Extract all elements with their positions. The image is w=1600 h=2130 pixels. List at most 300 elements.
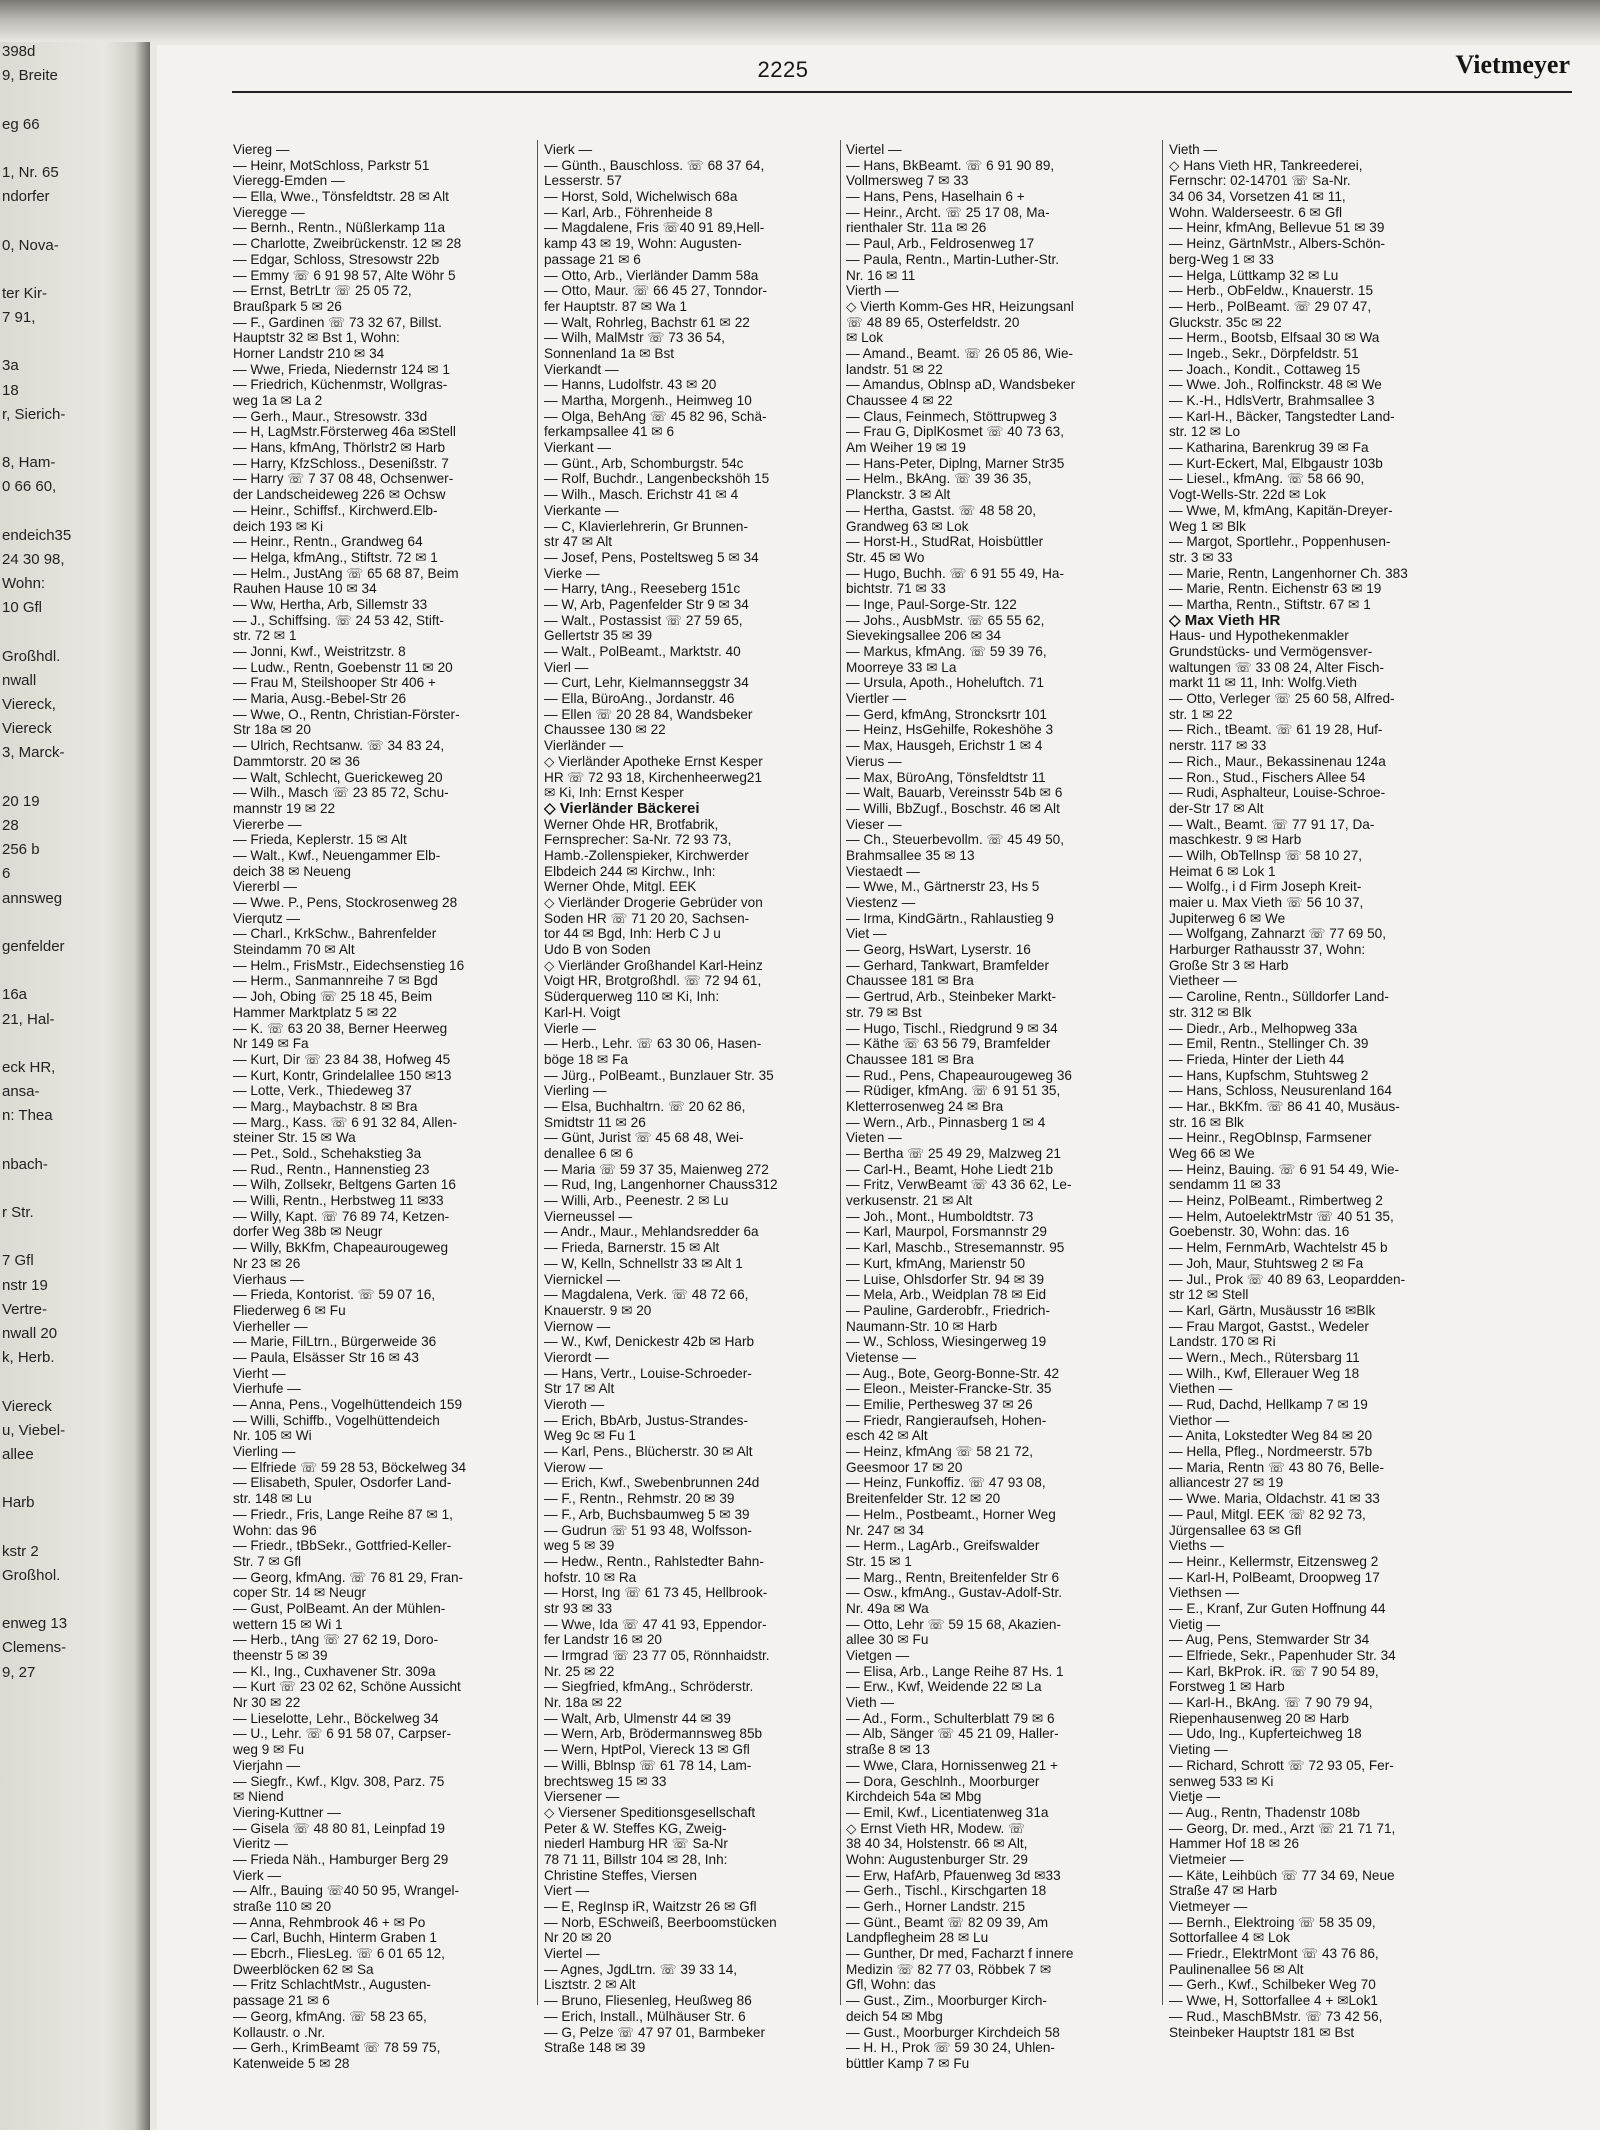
directory-line: — Otto, Lehr ☏ 59 15 68, Akazien-	[846, 1616, 1061, 1632]
directory-line: — Joh, Obing ☏ 25 18 45, Beim	[233, 989, 433, 1005]
left-page-text: nstr 19	[2, 1276, 48, 1294]
directory-line: ◇ Vierländer Apotheke Ernst Kesper	[544, 753, 763, 769]
directory-line: — Helm., JustAng ☏ 65 68 87, Beim	[233, 565, 459, 581]
directory-line: — Karl-H., BkAng. ☏ 7 90 79 94,	[1169, 1695, 1373, 1711]
directory-line: — Gunther, Dr med, Facharzt f innere	[846, 1946, 1074, 1962]
directory-line: str. 16 ✉ Blk	[1169, 1114, 1244, 1130]
directory-line: Str. 45 ✉ Wo	[846, 549, 925, 565]
directory-line: — Bernh., Rentn., Nüßlerkamp 11a	[233, 220, 446, 236]
directory-line: — Karl-H, PolBeamt, Droopweg 17	[1169, 1569, 1380, 1585]
directory-line: Vierneussel —	[544, 1208, 633, 1224]
directory-line: — Gerh., Kwf., Schilbeker Weg 70	[1169, 1977, 1376, 1993]
directory-line: — Elfriede, Sekr., Papenhuder Str. 34	[1169, 1648, 1396, 1663]
directory-line: — Georg, kfmAng. ☏ 76 81 29, Fran-	[233, 1569, 464, 1585]
directory-line: Weg 9c ✉ Fu 1	[544, 1428, 636, 1444]
left-page-text: 3, Marck-	[2, 744, 65, 762]
directory-line: — Olga, BehAng ☏ 45 82 96, Schä-	[544, 408, 767, 424]
directory-line: — Wwe, M, kfmAng, Kapitän-Dreyer-	[1169, 502, 1393, 518]
directory-line: — Hedw., Rentn., Rahlstedter Bahn-	[544, 1553, 764, 1569]
directory-line: — Paul, Mitgl. EEK ☏ 82 92 73,	[1169, 1506, 1366, 1522]
directory-line: Haus- und Hypothekenmakler	[1169, 628, 1349, 644]
directory-line: weg 5 ✉ 39	[544, 1538, 615, 1554]
directory-line: Sievekingsallee 206 ✉ 34	[846, 628, 1001, 644]
directory-line: — Günt, Jurist ☏ 45 68 48, Wei-	[544, 1130, 744, 1146]
directory-line: — Günt., Beamt ☏ 82 09 39, Am	[846, 1914, 1049, 1930]
directory-line: — Erw., Kwf, Weidende 22 ✉ La	[846, 1679, 1042, 1695]
directory-line: — W., Schloss, Wiesingerweg 19	[846, 1334, 1047, 1350]
directory-line: — Hugo, Tischl., Riedgrund 9 ✉ 34	[846, 1020, 1058, 1036]
directory-line: — Irma, KindGärtn., Rahlaustieg 9	[846, 910, 1054, 926]
directory-line: — Walt., Kwf., Neuengammer Elb-	[233, 847, 441, 863]
directory-line: ◇ Viersener Speditionsgesellschaft	[544, 1804, 756, 1820]
directory-line: Lisztstr. 2 ✉ Alt	[544, 1977, 636, 1993]
column-4	[1169, 142, 1499, 2040]
directory-line: — Elsa, Buchhaltrn. ☏ 20 62 86,	[544, 1098, 746, 1114]
directory-line: — Kurt, Dir ☏ 23 84 38, Hofweg 45	[233, 1051, 451, 1067]
directory-line: — Heinz, Bauing. ☏ 6 91 54 49, Wie-	[1169, 1161, 1400, 1177]
directory-line: wettern 15 ✉ Wi 1	[233, 1616, 343, 1632]
directory-line: Vieritz —	[233, 1836, 288, 1852]
directory-line: — Friedr., tBbSekr., Gottfried-Keller-	[233, 1538, 452, 1554]
directory-line: Chaussee 130 ✉ 22	[544, 722, 666, 738]
directory-line: markt 11 ✉ 11, Inh: Wolfg.Vieth	[1169, 675, 1357, 691]
left-page-text: Großhol.	[2, 1566, 61, 1584]
column-1	[233, 142, 563, 2072]
left-page-text: 10 Gfl	[2, 599, 43, 617]
directory-line: tor 44 ✉ Bgd, Inh: Herb C J u	[544, 926, 721, 942]
directory-line: — Irmgrad ☏ 23 77 05, Rönnhaidstr.	[544, 1648, 770, 1663]
directory-line: Straße 47 ✉ Harb	[1169, 1883, 1278, 1899]
directory-line: Vietmeier —	[1169, 1851, 1244, 1867]
directory-line: niederl Hamburg HR ☏ Sa-Nr	[544, 1836, 728, 1852]
directory-line: Steindamm 70 ✉ Alt	[233, 942, 355, 958]
directory-line: — Harry, KfzSchloss., Desenißstr. 7	[233, 455, 449, 471]
directory-line: Hammer Hof 18 ✉ 26	[1169, 1836, 1300, 1852]
left-page-text	[0, 330, 150, 354]
directory-line: — Carl, Buchh, Hinterm Graben 1	[233, 1930, 437, 1946]
directory-line: dorfer Weg 38b ✉ Neugr	[233, 1224, 383, 1240]
directory-line: ◇ Vierländer Bäckerei	[544, 800, 700, 817]
directory-line: — Heinz, kfmAng ☏ 58 21 72,	[846, 1444, 1034, 1460]
directory-line: — Karl, Arb., Föhrenheide 8	[544, 204, 713, 220]
directory-line: — Max, BüroAng, Tönsfeldtstr 11	[846, 769, 1046, 785]
directory-line: fer Landstr 16 ✉ 20	[544, 1632, 662, 1648]
directory-line: ✉ Niend	[233, 1789, 284, 1805]
directory-line: — Gerd, kfmAng, Stroncksrtr 101	[846, 706, 1047, 722]
directory-line: — Heinr., Kellermstr, Eitzensweg 2	[1169, 1553, 1379, 1569]
directory-line: Vierqutz —	[233, 910, 300, 926]
directory-line: str. 312 ✉ Blk	[1169, 1004, 1252, 1020]
directory-line: — Aug., Rentn, Thadenstr 108b	[1169, 1804, 1360, 1820]
directory-line: — Pauline, Garderobfr., Friedrich-	[846, 1302, 1050, 1318]
left-page-text	[0, 1032, 150, 1056]
directory-line: — Karl, Maurpol, Forsmannstr 29	[846, 1224, 1047, 1240]
directory-line: — F., Rentn., Rehmstr. 20 ✉ 39	[544, 1491, 735, 1507]
directory-line: Nr. 16 ✉ 11	[846, 267, 916, 283]
left-page-text: enweg 13	[2, 1615, 68, 1633]
directory-line: — Gerh., Maur., Stresowstr. 33d	[233, 408, 428, 424]
directory-line: verkusenstr. 21 ✉ Alt	[846, 1193, 973, 1209]
directory-line: ferkampsallee 41 ✉ 6	[544, 424, 675, 440]
directory-line: Knauerstr. 9 ✉ 20	[544, 1302, 652, 1318]
directory-line: — Rolf, Buchdr., Langenbeckshöh 15	[544, 471, 770, 487]
left-page-text: nwall	[2, 671, 37, 689]
directory-line: Vietig —	[1169, 1616, 1221, 1632]
directory-line: — Günt., Arb, Schomburgstr. 54c	[544, 455, 744, 471]
directory-line: — Willi, Arb., Peenestr. 2 ✉ Lu	[544, 1193, 729, 1209]
directory-line: — Liesel., kfmAng. ☏ 58 66 90,	[1169, 471, 1365, 487]
directory-line: — Marg., Maybachstr. 8 ✉ Bra	[233, 1098, 418, 1114]
directory-line: — Herb., PolBeamt. ☏ 29 07 47,	[1169, 298, 1372, 314]
directory-line: der-Str 17 ✉ Alt	[1169, 800, 1264, 816]
directory-line: — Siegfried, kfmAng., Schröderstr.	[544, 1679, 754, 1695]
directory-line: — Martha, Rentn., Stiftstr. 67 ✉ 1	[1169, 596, 1371, 612]
directory-line: str. 3 ✉ 33	[1169, 549, 1233, 565]
directory-line: Heimat 6 ✉ Lok 1	[1169, 863, 1276, 879]
directory-line: — Helm., FrisMstr., Eidechsenstieg 16	[233, 957, 465, 973]
directory-line: Viering-Kuttner —	[233, 1804, 341, 1820]
directory-line: landstr. 51 ✉ 22	[846, 361, 943, 377]
directory-line: ☏ 48 89 65, Osterfeldstr. 20	[846, 314, 1020, 330]
directory-line: esch 42 ✉ Alt	[846, 1428, 928, 1444]
directory-line: — Markus, kfmAng. ☏ 59 39 76,	[846, 644, 1047, 659]
directory-line: — Aug, Pens, Stemwarder Str 34	[1169, 1632, 1370, 1648]
directory-line: Dweerblöcken 62 ✉ Sa	[233, 1961, 374, 1977]
directory-line: alliancestr 27 ✉ 19	[1169, 1475, 1284, 1491]
directory-line: Harburger Rathausstr 37, Wohn:	[1169, 942, 1366, 958]
directory-line: — Erw, HafArb, Pfauenweg 3d ✉33	[846, 1867, 1061, 1883]
directory-line: — Alb, Sänger ☏ 45 21 09, Haller-	[846, 1726, 1059, 1742]
directory-line: — Käthe ☏ 63 56 79, Bramfelder	[846, 1036, 1051, 1052]
left-page-text	[0, 1467, 150, 1491]
left-page-text: Wohn:	[2, 575, 46, 593]
column-divider	[537, 140, 538, 2005]
directory-line: — Wilh, MalMstr ☏ 73 36 54,	[544, 330, 725, 346]
directory-line: — Heinr., Rentn., Grandweg 64	[233, 534, 423, 550]
directory-line: kamp 43 ✉ 19, Wohn: Augusten-	[544, 236, 742, 252]
directory-line: — Kl., Ing., Cuxhavener Str. 309a	[233, 1663, 436, 1679]
directory-line: — Magdalene, Fris ☏40 91 89,Hell-	[544, 220, 765, 236]
directory-line: Vierht —	[233, 1365, 286, 1381]
directory-line: — Osw., kfmAng., Gustav-Adolf-Str.	[846, 1585, 1063, 1601]
directory-line: — W, Arb, Pagenfelder Str 9 ✉ 34	[544, 596, 749, 612]
directory-line: senweg 533 ✉ Ki	[1169, 1773, 1274, 1789]
directory-line: Viererbe —	[233, 816, 302, 832]
directory-line: Planckstr. 3 ✉ Alt	[846, 487, 951, 503]
directory-line: Vierling —	[233, 1444, 296, 1460]
directory-line: — Anna, Pens., Vogelhüttendeich 159	[233, 1397, 463, 1412]
directory-line: 78 71 11, Billstr 104 ✉ 28, Inh:	[544, 1851, 728, 1867]
directory-line: — Rich., Maur., Bekassinenau 124a	[1169, 753, 1386, 769]
directory-line: hofstr. 10 ✉ Ra	[544, 1569, 637, 1585]
directory-line: — Frau Margot, Gastst., Wedeler	[1169, 1318, 1369, 1334]
directory-line: str. 1 ✉ 22	[1169, 706, 1233, 722]
directory-line: — Willy, Kapt. ☏ 76 89 74, Ketzen-	[233, 1208, 450, 1224]
directory-line: Süderquerweg 110 ✉ Ki, Inh:	[544, 989, 720, 1005]
left-page-text: 256 b	[2, 841, 40, 859]
directory-line: — Wwe, Ida ☏ 47 41 93, Eppendor-	[544, 1616, 767, 1632]
directory-line: Landstr. 170 ✉ Ri	[1169, 1334, 1276, 1350]
directory-line: — Karl-H., Bäcker, Tangstedter Land-	[1169, 408, 1395, 424]
directory-line: — Willi, Schiffb., Vogelhüttendeich	[233, 1412, 440, 1428]
directory-line: Viernickel —	[544, 1271, 621, 1287]
directory-line: ◇ Ernst Vieth HR, Modew. ☏	[846, 1820, 1026, 1836]
directory-line: Wohn: Augustenburger Str. 29	[846, 1851, 1028, 1867]
left-page-text	[0, 209, 150, 233]
page-number: 2225	[757, 57, 809, 82]
directory-line: — Erich, Install., Mülhäuser Str. 6	[544, 2008, 746, 2024]
directory-line: — Gerh., Horner Landstr. 215	[846, 1899, 1026, 1914]
directory-line: — Hans, Pens, Haselhain 6 +	[846, 189, 1025, 205]
directory-line: nerstr. 117 ✉ 33	[1169, 738, 1267, 754]
left-page-text: 18	[2, 381, 19, 399]
directory-line: Vierow —	[544, 1459, 603, 1475]
directory-line: — Gertrud, Arb., Steinbeker Markt-	[846, 989, 1057, 1005]
directory-line: — Alfr., Bauing ☏40 50 95, Wrangel-	[233, 1883, 460, 1899]
directory-line: — Rud., MaschBMstr. ☏ 73 42 56,	[1169, 2008, 1383, 2024]
directory-line: — H, LagMstr.Försterweg 46a ✉Stell	[233, 424, 456, 440]
directory-line: Sottorfallee 4 ✉ Lok	[1169, 1930, 1290, 1946]
directory-line: — Mela, Arb., Weidplan 78 ✉ Eid	[846, 1287, 1047, 1303]
directory-line: Vietgen —	[846, 1648, 910, 1663]
directory-line: — Emil, Kwf., Licentiatenweg 31a	[846, 1804, 1049, 1820]
directory-line: Smidtstr 11 ✉ 26	[544, 1114, 646, 1130]
directory-line: Nr. 18a ✉ 22	[544, 1695, 622, 1711]
directory-line: — F., Arb, Buchsbaumweg 5 ✉ 39	[544, 1506, 750, 1522]
directory-line: Nr. 105 ✉ Wi	[233, 1428, 312, 1444]
directory-line: Vierländer —	[544, 738, 624, 754]
directory-line: — Eleon., Meister-Francke-Str. 35	[846, 1381, 1052, 1397]
directory-line: — Elfriede ☏ 59 28 53, Böckelweg 34	[233, 1459, 467, 1475]
directory-line: Vierus —	[846, 753, 902, 769]
left-page-text	[0, 1370, 150, 1394]
directory-line: — Wilh, Zollsekr, Beltgens Garten 16	[233, 1177, 456, 1193]
left-page-text: Viereck,	[2, 696, 56, 714]
directory-line: deich 38 ✉ Neueng	[233, 863, 351, 879]
left-page-text	[0, 1515, 150, 1539]
directory-line: — Wilh, ObTellnsp ☏ 58 10 27,	[1169, 847, 1363, 863]
directory-line: — Marie, Rentn, Langenhorner Ch. 383	[1169, 565, 1408, 581]
directory-line: Vieth —	[1169, 142, 1218, 157]
directory-line: — Horst-H., StudRat, Hoisbüttler	[846, 534, 1044, 550]
directory-line: — Frau M, Steilshooper Str 406 +	[233, 675, 436, 691]
directory-line: Vierke —	[544, 565, 600, 581]
directory-line: Fernsprecher: Sa-Nr. 72 93 73,	[544, 832, 732, 848]
directory-line: — Jonni, Kwf., Weistritzstr. 8	[233, 644, 406, 659]
directory-line: Am Weiher 19 ✉ 19	[846, 440, 966, 456]
column-3	[846, 142, 1176, 2072]
left-page-text	[0, 137, 150, 161]
directory-line: Kirchdeich 54a ✉ Mbg	[846, 1789, 982, 1805]
directory-line: — Karl, BkProk. iR. ☏ 7 90 54 89,	[1169, 1663, 1379, 1679]
directory-line: Wohn. Walderseestr. 6 ✉ Gfl	[1169, 204, 1343, 220]
directory-line: Gfl, Wohn: das	[846, 1977, 936, 1993]
directory-line: — Gerh., KrimBeamt ☏ 78 59 75,	[233, 2040, 441, 2056]
directory-line: — Karl, Gärtn, Musäusstr 16 ✉Blk	[1169, 1302, 1376, 1318]
directory-line: — Hella, Pfleg., Nordmeerstr. 57b	[1169, 1444, 1373, 1460]
directory-line: — Gerhard, Tankwart, Bramfelder	[846, 957, 1049, 973]
directory-line: — Joh, Maur, Stuhtsweg 2 ✉ Fa	[1169, 1255, 1364, 1271]
directory-line: — Kurt-Eckert, Mal, Elbgaustr 103b	[1169, 455, 1383, 471]
directory-line: Wohn: das 96	[233, 1522, 317, 1538]
directory-line: — Helm, AutoelektrMstr ☏ 40 51 35,	[1169, 1208, 1394, 1224]
directory-line: — Paula, Elsässer Str 16 ✉ 43	[233, 1349, 419, 1365]
directory-line: Rauhen Hause 10 ✉ 34	[233, 581, 377, 597]
directory-line: Hammer Marktplatz 5 ✉ 22	[233, 1004, 397, 1020]
directory-line: sendamm 11 ✉ 33	[1169, 1177, 1281, 1193]
left-page-text: 7 Gfl	[2, 1252, 34, 1270]
directory-line: Str. 15 ✉ 1	[846, 1553, 912, 1569]
directory-line: — Helga, Lüttkamp 32 ✉ Lu	[1169, 267, 1339, 283]
directory-line: Gellertstr 35 ✉ 39	[544, 628, 653, 644]
directory-line: maschkestr. 9 ✉ Harb	[1169, 832, 1302, 848]
directory-line: — Walt., Postassist ☏ 27 59 65,	[544, 612, 743, 628]
left-page-text: u, Viebel-	[2, 1421, 66, 1439]
directory-line: — Rud., Rentn., Hannenstieg 23	[233, 1161, 430, 1177]
directory-line: — Wwe. Maria, Oldachstr. 41 ✉ 33	[1169, 1491, 1380, 1507]
directory-line: Werner Ohde, Mitgl. EEK	[544, 879, 697, 895]
directory-line: — Fritz, VerwBeamt ☏ 43 36 62, Le-	[846, 1177, 1072, 1193]
directory-line: — Ella, BüroAng., Jordanstr. 46	[544, 691, 735, 707]
directory-line: Viereg —	[233, 142, 290, 157]
directory-line: Straße 148 ✉ 39	[544, 2040, 646, 2056]
directory-line: — Maria, Ausg.-Bebel-Str 26	[233, 691, 407, 707]
directory-line: — Otto, Maur. ☏ 66 45 27, Tonndor-	[544, 283, 768, 299]
directory-line: — Gust, PolBeamt. An der Mühlen-	[233, 1600, 446, 1616]
directory-line: — Wilh., Kwf, Ellerauer Weg 18	[1169, 1365, 1360, 1381]
directory-line: str. 148 ✉ Lu	[233, 1491, 312, 1507]
directory-line: Hauptstr 32 ✉ Bst 1, Wohn:	[233, 330, 400, 346]
directory-line: — Gust., Moorburger Kirchdeich 58	[846, 2024, 1060, 2040]
directory-line: Soden HR ☏ 71 20 20, Sachsen-	[544, 910, 750, 926]
directory-line: — Fritz SchlachtMstr., Augusten-	[233, 1977, 431, 1993]
directory-line: — Horst, Ing ☏ 61 73 45, Hellbrook-	[544, 1585, 768, 1601]
directory-line: Viersener —	[544, 1789, 620, 1805]
directory-line: — Harry ☏ 7 37 08 48, Ochsenwer-	[233, 471, 454, 487]
directory-line: — Norb, ESchweiß, Beerboomstücken	[544, 1914, 777, 1930]
directory-line: Nr 149 ✉ Fa	[233, 1036, 309, 1052]
directory-line: Vierk —	[544, 142, 593, 157]
directory-line: Landpflegheim 28 ✉ Lu	[846, 1930, 989, 1946]
directory-line: Udo B von Soden	[544, 942, 651, 958]
directory-line: Vieth —	[846, 1695, 895, 1711]
directory-line: Vietje —	[1169, 1789, 1221, 1805]
directory-line: — Herm., Sanmannreihe 7 ✉ Bgd	[233, 973, 438, 989]
directory-line: — Wwe, H, Sottorfallee 4 + ✉Lok1	[1169, 1993, 1378, 2009]
directory-line: — Heinr., Archt. ☏ 25 17 08, Ma-	[846, 204, 1050, 220]
directory-line: Nr 20 ✉ 20	[544, 1930, 612, 1946]
directory-line: Brahmsallee 35 ✉ 13	[846, 847, 975, 863]
directory-line: — Kurt, kfmAng, Marienstr 50	[846, 1255, 1026, 1271]
directory-line: — Joach., Kondit., Cottaweg 15	[1169, 361, 1361, 377]
directory-line: — Diedr., Arb., Melhopweg 33a	[1169, 1020, 1358, 1036]
directory-line: Str 17 ✉ Alt	[544, 1381, 615, 1397]
directory-line: Vierl —	[544, 659, 589, 675]
directory-line: — Maria, Rentn ☏ 43 80 76, Belle-	[1169, 1459, 1384, 1475]
directory-line: Breitenfelder Str. 12 ✉ 20	[846, 1491, 1001, 1507]
left-page-text	[0, 1588, 150, 1612]
left-page-text: Harb	[2, 1494, 35, 1512]
directory-line: — Anita, Lokstedter Weg 84 ✉ 20	[1169, 1428, 1373, 1444]
directory-line: — Walt, Bauarb, Vereinsstr 54b ✉ 6	[846, 785, 1063, 801]
directory-line: — Emmy ☏ 6 91 98 57, Alte Wöhr 5	[233, 267, 456, 283]
left-page-text: n: Thea	[2, 1107, 53, 1125]
directory-line: Medizin ☏ 82 77 03, Röbbek 7 ✉	[846, 1961, 1052, 1977]
directory-line: — F., Gardinen ☏ 73 32 67, Billst.	[233, 314, 442, 330]
directory-line: — Amandus, Oblnsp aD, Wandsbeker	[846, 377, 1076, 393]
directory-line: Viererbl —	[233, 879, 297, 895]
directory-line: — Willy, BkKfm, Chapeaurougeweg	[233, 1240, 449, 1256]
directory-line: — Charl., KrkSchw., Bahrenfelder	[233, 926, 437, 942]
directory-line: — W., Kwf, Denickestr 42b ✉ Harb	[544, 1334, 755, 1350]
directory-line: fer Hauptstr. 87 ✉ Wa 1	[544, 298, 688, 314]
left-page-text: 1, Nr. 65	[2, 163, 59, 181]
directory-line: — Georg, kfmAng. ☏ 58 23 65,	[233, 2008, 427, 2024]
directory-line: — Friedr, Rangieraufseh, Hohen-	[846, 1412, 1047, 1428]
left-page-text	[0, 1225, 150, 1249]
directory-line: — Emil, Rentn., Stellinger Ch. 39	[1169, 1036, 1369, 1052]
directory-line: — Wern., Mech., Rütersbarg 11	[1169, 1349, 1360, 1365]
left-page-text: 6	[2, 865, 11, 883]
directory-line: — Hans, Vertr., Louise-Schroeder-	[544, 1365, 752, 1381]
directory-line: theenstr 5 ✉ 39	[233, 1648, 328, 1663]
directory-line: Voigt HR, Brotgroßhdl. ☏ 72 94 61,	[544, 973, 762, 989]
directory-line: — Marie, Rentn. Eichenstr 63 ✉ 19	[1169, 581, 1382, 597]
directory-line: — Jürg., PolBeamt., Bunzlauer Str. 35	[544, 1067, 774, 1083]
directory-line: Fliederweg 6 ✉ Fu	[233, 1302, 346, 1318]
directory-line: — Ellen ☏ 20 28 84, Wandsbeker	[544, 706, 753, 722]
directory-line: — Hugo, Buchh. ☏ 6 91 55 49, Ha-	[846, 565, 1065, 581]
directory-line: Viertel —	[846, 142, 902, 157]
directory-line: mannstr 19 ✉ 22	[233, 800, 336, 816]
directory-line: Jürgensallee 63 ✉ Gfl	[1169, 1522, 1302, 1538]
directory-line: Vieten —	[846, 1130, 902, 1146]
directory-line: Riepenhausenweg 20 ✉ Harb	[1169, 1710, 1349, 1726]
directory-line: Jupiterweg 6 ✉ We	[1169, 910, 1286, 926]
directory-line: — K. ☏ 63 20 38, Berner Heerweg	[233, 1020, 448, 1036]
directory-line: — Ella, Wwe., Tönsfeldtstr. 28 ✉ Alt	[233, 189, 449, 205]
directory-line: Vierkant —	[544, 440, 611, 456]
directory-line: — Har., BkKfm. ☏ 86 41 40, Musäus-	[1169, 1098, 1400, 1114]
directory-line: — Gust., Zim., Moorburger Kirch-	[846, 1993, 1047, 2009]
directory-line: — J., Schiffsing. ☏ 24 53 42, Stift-	[233, 612, 444, 628]
directory-line: — Otto, Verleger ☏ 25 60 58, Alfred-	[1169, 691, 1395, 707]
directory-line: — Gisela ☏ 48 80 81, Leinpfad 19	[233, 1820, 445, 1836]
left-page-text: Viereck	[2, 1397, 52, 1415]
directory-line: Str 18a ✉ 20	[233, 722, 311, 738]
running-head: Vietmeyer	[1455, 50, 1570, 79]
directory-line: — Helm., Postbeamt., Horner Weg	[846, 1506, 1056, 1522]
directory-line: — Siegfr., Kwf., Klgv. 308, Parz. 75	[233, 1773, 445, 1789]
directory-line: — Frieda, Hinter der Lieth 44	[1169, 1051, 1345, 1067]
left-page-text: 0 66 60,	[2, 478, 57, 496]
directory-line: — Bernh., Elektroing ☏ 58 35 09,	[1169, 1914, 1376, 1930]
directory-line: — Heinz, GärtnMstr., Albers-Schön-	[1169, 236, 1386, 252]
directory-line: — G, Pelze ☏ 47 97 01, Barmbeker	[544, 2024, 766, 2040]
directory-line: — Edgar, Schloss, Stresowstr 22b	[233, 251, 440, 267]
directory-line: Viestaedt —	[846, 863, 920, 879]
directory-line: str. 72 ✉ 1	[233, 628, 297, 644]
directory-line: Paulinenallee 56 ✉ Alt	[1169, 1961, 1304, 1977]
left-page-text: 20 19	[2, 792, 40, 810]
directory-line: — Max, Hausgeh, Erichstr 1 ✉ 4	[846, 738, 1043, 754]
left-page-text: endeich35	[2, 526, 72, 544]
left-page-text	[0, 258, 150, 282]
left-page-text: r Str.	[2, 1204, 34, 1221]
directory-line: — Horst, Sold, Wichelwisch 68a	[544, 189, 738, 205]
directory-line: — Frieda, Keplerstr. 15 ✉ Alt	[233, 832, 407, 848]
directory-line: Weg 66 ✉ We	[1169, 1146, 1255, 1161]
